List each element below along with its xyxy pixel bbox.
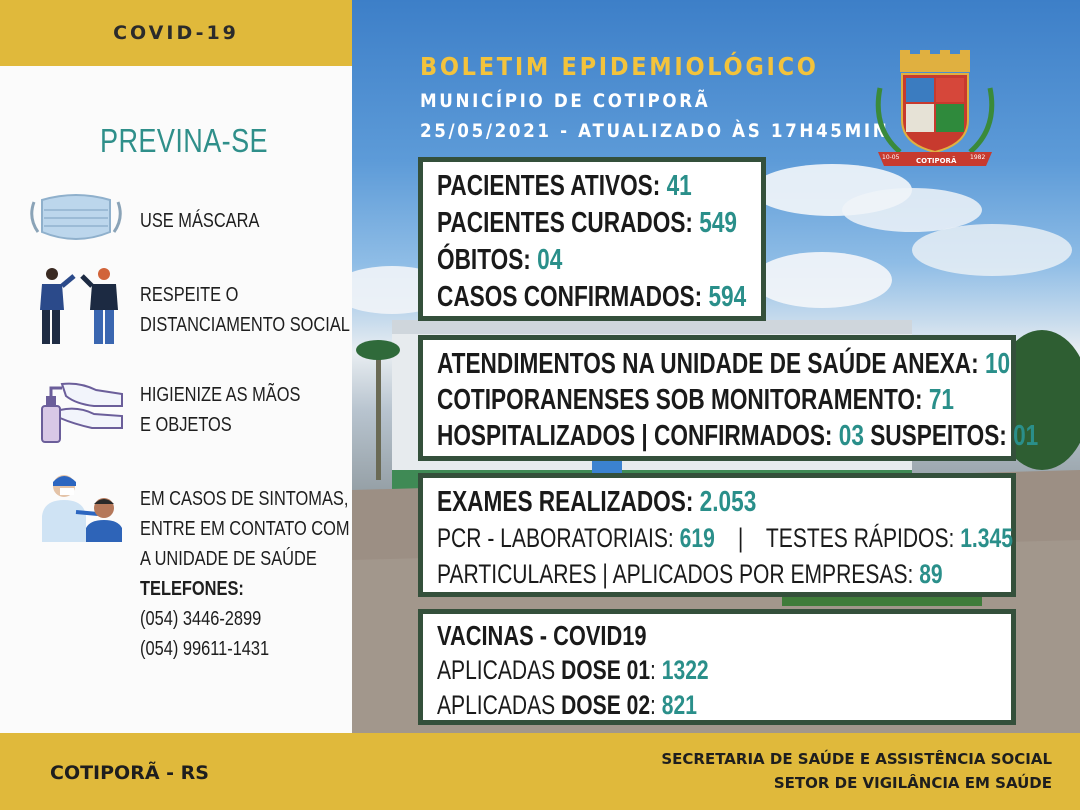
exams-separator: |: [737, 523, 744, 553]
unit-attendance-value: 10: [984, 348, 1011, 380]
exams-total-line: [437, 484, 885, 520]
active-label: PACIENTES ATIVOS:: [437, 170, 661, 202]
confirmed-value: 594: [708, 281, 747, 313]
municipality-name: MUNICÍPIO DE COTIPORÃ: [420, 90, 711, 112]
coat-banner-right: 1982: [970, 154, 986, 161]
dose2-label: DOSE 02: [561, 690, 651, 720]
dose1-value: 1322: [661, 655, 709, 685]
unit-attendance-label: ATENDIMENTOS NA UNIDADE DE SAÚDE ANEXA:: [437, 348, 979, 380]
tip-distance-line2: DISTANCIAMENTO SOCIAL: [140, 314, 350, 336]
confirmed-label: CASOS CONFIRMADOS:: [437, 281, 703, 313]
dose2-applied-label: APLICADAS: [437, 690, 556, 720]
prevention-title: PREVINA-SE: [100, 122, 269, 159]
exams-total-value: 2.053: [699, 486, 757, 518]
cured-value: 549: [699, 207, 737, 239]
cured-label: PACIENTES CURADOS:: [437, 207, 693, 239]
exams-box: [418, 473, 1016, 597]
exams-total-label: EXAMES REALIZADOS:: [437, 486, 694, 518]
cured-patients-line: [437, 205, 737, 242]
deaths-line: [437, 242, 690, 279]
cases-box: [418, 157, 766, 321]
coat-banner-text: COTIPORÃ: [916, 157, 957, 165]
phone-2: (054) 99611-1431: [140, 638, 270, 660]
coat-banner-left: 10-05: [882, 154, 900, 161]
update-date: 25/05/2021 - ATUALIZADO ÀS 17H45MIN: [420, 120, 890, 142]
face-mask-icon: [28, 192, 124, 244]
active-value: 41: [666, 170, 692, 202]
tip-hands-line2: E OBJETOS: [140, 414, 232, 436]
tip-hands: [140, 380, 300, 440]
vaccines-title: VACINAS - COVID19: [437, 620, 647, 651]
confirmed-line: [437, 279, 747, 316]
tip-mask: [140, 206, 259, 236]
health-worker-icon: [34, 472, 126, 542]
private-tests-value: 89: [919, 559, 943, 589]
covid-tag: COVID-19: [0, 0, 352, 66]
tip-mask-text: USE MÁSCARA: [140, 210, 260, 232]
tip-symptoms-line3: A UNIDADE DE SAÚDE: [140, 548, 317, 570]
monitoring-label: COTIPORANENSES SOB MONITORAMENTO:: [437, 384, 923, 416]
deaths-value: 04: [537, 244, 563, 276]
hospitalized-label: HOSPITALIZADOS | CONFIRMADOS:: [437, 420, 833, 452]
attendance-box: [418, 335, 1039, 461]
footer-city: COTIPORÃ - RS: [50, 762, 209, 784]
tip-symptoms-line2: ENTRE EM CONTATO COM: [140, 518, 350, 540]
monitoring-value: 71: [928, 384, 954, 416]
rapid-tests-value: 1.345: [960, 523, 1013, 553]
tip-distance: [140, 280, 350, 340]
private-tests-label: PARTICULARES | APLICADOS POR EMPRESAS:: [437, 559, 914, 589]
exams-breakdown-line: [437, 520, 1013, 556]
phone-1: (054) 3446-2899: [140, 608, 262, 630]
deaths-label: ÓBITOS:: [437, 244, 531, 276]
dose1-applied-label: APLICADAS: [437, 655, 556, 685]
bulletin-title: BOLETIM EPIDEMIOLÓGICO: [420, 52, 819, 81]
pcr-value: 619: [679, 523, 715, 553]
tip-hands-line1: HIGIENIZE AS MÃOS: [140, 384, 301, 406]
footer-secretaria: SECRETARIA DE SAÚDE E ASSISTÊNCIA SOCIAL: [661, 750, 1052, 768]
dose1-label: DOSE 01: [561, 655, 651, 685]
social-distance-icon: [34, 266, 124, 348]
private-tests-line: [437, 556, 943, 592]
dose2-line: APLICADAS DOSE 02: 821: [437, 690, 697, 720]
hospitalized-confirmed-value: 03: [838, 420, 864, 452]
unit-attendance-line: [437, 346, 1011, 382]
vaccines-box: [418, 609, 1016, 725]
phones-label: TELEFONES:: [140, 578, 244, 600]
tip-symptoms: [140, 484, 350, 664]
suspects-label: SUSPEITOS:: [870, 420, 1007, 452]
hospitalized-suspects-value: 01: [1013, 420, 1039, 452]
pcr-label: PCR - LABORATORIAIS:: [437, 523, 674, 553]
monitoring-line: [437, 382, 954, 418]
hospitalized-line: [437, 418, 1039, 454]
active-patients-line: [437, 168, 690, 205]
dose1-line: APLICADAS DOSE 01: 1322: [437, 655, 709, 685]
coat-of-arms: [870, 48, 1000, 176]
dose2-value: 821: [661, 690, 697, 720]
tip-symptoms-line1: EM CASOS DE SINTOMAS,: [140, 488, 349, 510]
footer-setor: SETOR DE VIGILÂNCIA EM SAÚDE: [773, 774, 1052, 792]
tip-distance-line1: RESPEITE O: [140, 284, 239, 306]
hand-sanitizer-icon: [36, 380, 124, 446]
rapid-tests-label: TESTES RÁPIDOS:: [765, 523, 955, 553]
